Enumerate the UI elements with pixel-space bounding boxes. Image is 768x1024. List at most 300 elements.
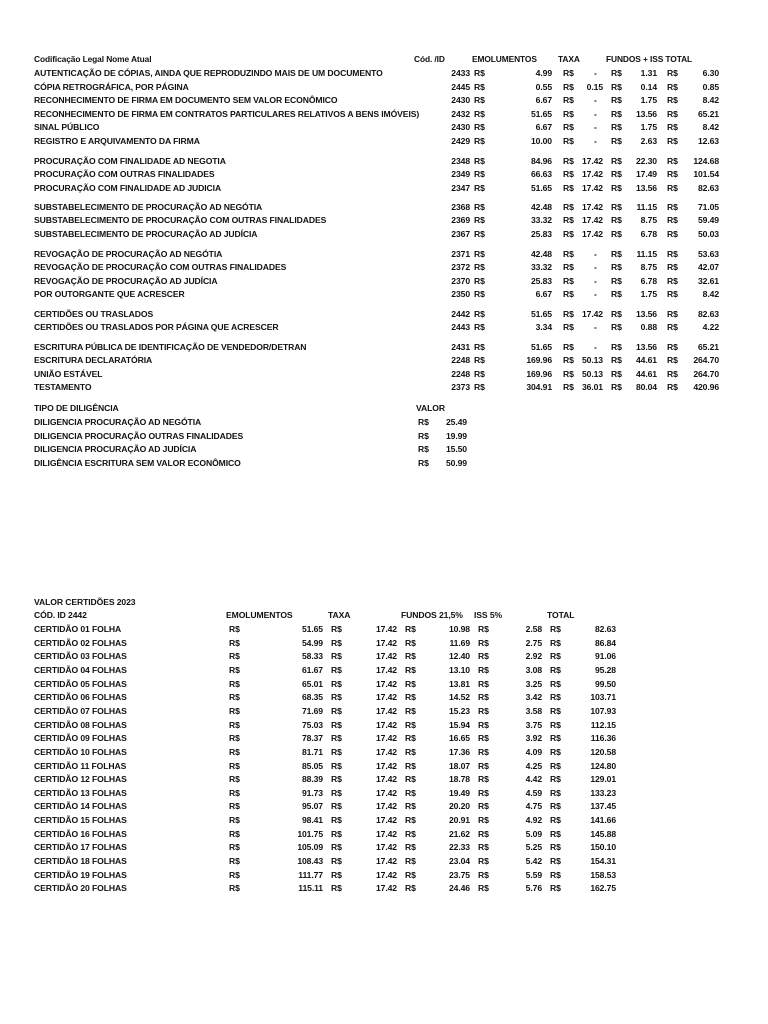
certidao-taxa: 17.42 [375,705,397,716]
row-currency: R$ [563,276,574,286]
row-currency: R$ [474,202,485,212]
certidao-name: CERTIDÃO 04 FOLHAS [34,664,127,675]
diligencia-header [0,402,768,414]
certidao-taxa: 17.42 [375,651,397,662]
row-currency: R$ [667,136,678,146]
certidao-currency: R$ [478,719,489,730]
row-taxa: - [594,122,597,132]
certidao-taxa: 17.42 [375,624,397,634]
certidao-emolumentos: 81.71 [301,746,323,757]
certidao-name: CERTIDÃO 16 FOLHAS [34,828,127,839]
row-name: REGISTRO E ARQUIVAMENTO DA FIRMA [34,136,200,146]
row-currency: R$ [474,262,485,272]
row-currency: R$ [611,202,622,212]
certidao-currency: R$ [331,651,342,662]
row-fundos: 44.61 [635,369,657,379]
header-fundos-total: FUNDOS + ISS TOTAL [606,54,693,64]
row-currency: R$ [563,369,574,379]
certidao-currency: R$ [331,719,342,730]
certidoes-title-row [0,596,768,608]
certidao-iss: 3.42 [525,692,542,703]
row-total: 71.05 [697,202,719,212]
row-currency: R$ [611,355,622,365]
row-emolumentos: 51.65 [530,183,552,193]
row-currency: R$ [563,289,574,299]
row-currency: R$ [474,229,485,239]
row-emolumentos: 10.00 [530,136,552,146]
certidao-currency: R$ [405,787,416,798]
table-row [0,81,768,93]
certidao-iss: 4.92 [525,815,542,826]
certidao-name: CERTIDÃO 07 FOLHAS [34,705,127,716]
certidao-currency: R$ [229,815,240,826]
row-cod: 2368 [451,202,470,212]
row-currency: R$ [667,95,678,105]
row-emolumentos: 304.91 [526,382,552,392]
certidao-name: CERTIDÃO 20 FOLHAS [34,883,127,894]
row-taxa: - [594,249,597,259]
row-currency: R$ [563,249,574,259]
row-currency: R$ [667,382,678,392]
certidao-currency: R$ [331,815,342,826]
certidao-fundos: 24.46 [448,883,470,894]
certidao-currency: R$ [229,637,240,648]
row-total: 12.63 [697,136,719,146]
certidao-emolumentos: 54.99 [301,637,323,648]
certidao-currency: R$ [405,733,416,744]
certidao-taxa: 17.42 [375,787,397,798]
row-currency: R$ [563,95,574,105]
table-row [0,288,768,300]
row-currency: R$ [563,355,574,365]
row-fundos: 1.31 [640,68,657,78]
row-currency: R$ [563,183,574,193]
diligencia-name: DILIGÊNCIA ESCRITURA SEM VALOR ECONÔMICO [34,458,241,468]
certidao-total: 103.71 [590,692,616,703]
certidao-currency: R$ [478,842,489,853]
certidao-fundos: 18.78 [448,774,470,785]
certidao-total: 158.53 [590,869,616,880]
certidao-currency: R$ [229,664,240,675]
row-emolumentos: 169.96 [526,355,552,365]
row-cod: 2350 [451,289,470,299]
certidao-currency: R$ [229,678,240,689]
certidao-currency: R$ [229,719,240,730]
certidao-currency: R$ [550,774,561,785]
certidao-fundos: 18.07 [448,760,470,771]
certidao-currency: R$ [229,760,240,771]
row-currency: R$ [474,309,485,319]
row-cod: 2347 [451,183,470,193]
row-currency: R$ [563,262,574,272]
row-total: 8.42 [702,95,719,105]
certidao-total: 129.01 [590,774,616,785]
row-cod: 2248 [451,369,470,379]
certidao-total: 86.84 [594,637,616,648]
row-name: UNIÃO ESTÁVEL [34,369,103,379]
certidao-currency: R$ [550,883,561,894]
certidao-currency: R$ [405,828,416,839]
row-currency: R$ [563,82,574,92]
certidao-currency: R$ [478,774,489,785]
row-currency: R$ [563,202,574,212]
row-fundos: 13.56 [635,342,657,352]
certidao-currency: R$ [229,733,240,744]
row-total: 50.03 [697,229,719,239]
row-currency: R$ [611,95,622,105]
certidao-taxa: 17.42 [375,883,397,894]
certidao-taxa: 17.42 [375,774,397,785]
table-row [0,67,768,79]
certidao-currency: R$ [331,856,342,867]
certidao-currency: R$ [550,760,561,771]
row-currency: R$ [667,249,678,259]
certidao-emolumentos: 91.73 [301,787,323,798]
table-row [0,341,768,353]
row-currency: R$ [611,289,622,299]
table1-header [0,53,768,65]
row-emolumentos: 25.83 [530,229,552,239]
certidao-taxa: 17.42 [375,801,397,812]
row-currency: R$ [667,82,678,92]
certidao-currency: R$ [405,678,416,689]
row-currency: R$ [474,342,485,352]
certidao-currency: R$ [331,692,342,703]
certidao-name: CERTIDÃO 17 FOLHAS [34,842,127,853]
certidao-currency: R$ [478,651,489,662]
table-row [0,787,768,799]
certidao-currency: R$ [405,815,416,826]
row-currency: R$ [611,342,622,352]
certidao-iss: 4.75 [525,801,542,812]
row-currency: R$ [667,262,678,272]
certidao-currency: R$ [478,869,489,880]
certidao-total: 120.58 [590,746,616,757]
row-currency: R$ [611,369,622,379]
certidao-emolumentos: 51.65 [301,624,323,634]
row-total: 8.42 [702,289,719,299]
row-currency: R$ [563,382,574,392]
certidao-currency: R$ [478,624,489,634]
certidao-currency: R$ [229,842,240,853]
row-fundos: 22.30 [635,156,657,166]
table-row [0,108,768,120]
certidao-currency: R$ [550,787,561,798]
table-row [0,882,768,894]
certidao-currency: R$ [331,842,342,853]
table-row [0,214,768,226]
row-cod: 2432 [451,109,470,119]
diligencia-currency: R$ [418,444,429,454]
certidao-currency: R$ [550,869,561,880]
diligencia-valor: 25.49 [445,417,467,427]
row-name: PROCURAÇÃO COM FINALIDADE AD NEGOTIA [34,156,226,166]
certidao-fundos: 21.62 [448,828,470,839]
certidao-currency: R$ [550,746,561,757]
certidao-emolumentos: 105.09 [297,842,323,853]
row-currency: R$ [667,183,678,193]
row-currency: R$ [611,249,622,259]
certidao-name: CERTIDÃO 09 FOLHAS [34,733,127,744]
table-row [0,732,768,744]
row-fundos: 11.15 [636,249,657,259]
certidao-total: 112.15 [590,719,616,730]
certidao-currency: R$ [478,760,489,771]
certidao-currency: R$ [229,869,240,880]
certidao-name: CERTIDÃO 11 FOLHAS [34,760,127,771]
row-cod: 2433 [451,68,470,78]
certidao-total: 154.31 [590,856,616,867]
certidao-taxa: 17.42 [375,664,397,675]
certidao-currency: R$ [478,801,489,812]
certidao-currency: R$ [331,883,342,894]
row-cod: 2431 [451,342,470,352]
row-total: 32.61 [697,276,719,286]
diligencia-currency: R$ [418,431,429,441]
header-emolumentos: EMOLUMENTOS [226,610,293,620]
row-currency: R$ [667,369,678,379]
table-row [0,691,768,703]
row-cod: 2367 [451,229,470,239]
certidao-emolumentos: 98.41 [301,815,323,826]
row-taxa: 50.13 [581,369,603,379]
row-currency: R$ [667,68,678,78]
certidao-total: 133.23 [590,787,616,798]
certidao-currency: R$ [331,637,342,648]
row-taxa: 50.13 [581,355,603,365]
certidao-taxa: 17.42 [375,719,397,730]
certidao-currency: R$ [550,624,561,634]
certidao-name: CERTIDÃO 15 FOLHAS [34,815,127,826]
certidao-total: 82.63 [594,624,616,634]
row-emolumentos: 84.96 [530,156,552,166]
certidao-iss: 3.58 [525,705,542,716]
row-currency: R$ [474,122,485,132]
row-total: 65.21 [697,342,719,352]
certidao-total: 99.50 [594,678,616,689]
certidao-currency: R$ [405,869,416,880]
certidao-fundos: 23.04 [448,856,470,867]
row-taxa: 17.42 [581,309,603,319]
certidao-total: 124.80 [590,760,616,771]
row-currency: R$ [474,156,485,166]
row-cod: 2371 [451,249,470,259]
certidao-name: CERTIDÃO 13 FOLHAS [34,787,127,798]
certidao-taxa: 17.42 [375,856,397,867]
row-fundos: 80.04 [635,382,657,392]
certidao-taxa: 17.42 [375,746,397,757]
certidao-fundos: 19.49 [448,787,470,798]
certidao-currency: R$ [405,719,416,730]
certidao-iss: 2.58 [525,624,542,634]
certidao-currency: R$ [550,719,561,730]
row-fundos: 1.75 [640,289,657,299]
row-cod: 2348 [451,156,470,166]
table-row [0,773,768,785]
row-fundos: 13.56 [635,309,657,319]
certidao-total: 91.06 [594,651,616,662]
table-row [0,855,768,867]
certidao-currency: R$ [550,733,561,744]
row-currency: R$ [474,322,485,332]
row-emolumentos: 33.32 [530,215,552,225]
certidao-taxa: 17.42 [375,678,397,689]
certidao-iss: 3.75 [525,719,542,730]
row-currency: R$ [563,229,574,239]
certidao-currency: R$ [331,624,342,634]
list-item [0,430,768,442]
row-currency: R$ [667,229,678,239]
table-row [0,168,768,180]
certidao-currency: R$ [550,815,561,826]
certidao-name: CERTIDÃO 06 FOLHAS [34,692,127,703]
row-name: SUBSTABELECIMENTO DE PROCURAÇÃO AD NEGÓTIA [34,202,263,212]
certidao-taxa: 17.42 [375,637,397,648]
certidao-emolumentos: 58.33 [301,651,323,662]
row-taxa: - [594,342,597,352]
certidao-fundos: 14.52 [448,692,470,703]
row-total: 59.49 [697,215,719,225]
list-item [0,457,768,469]
certidao-currency: R$ [331,774,342,785]
row-emolumentos: 51.65 [530,109,552,119]
certidao-taxa: 17.42 [375,692,397,703]
row-cod: 2430 [451,122,470,132]
row-name: RECONHECIMENTO DE FIRMA EM DOCUMENTO SEM VALOR ECONÔMICO [34,95,338,105]
row-total: 420.96 [693,382,719,392]
row-taxa: - [594,289,597,299]
certidao-currency: R$ [331,733,342,744]
row-emolumentos: 0.55 [535,82,552,92]
certidao-fundos: 13.81 [448,678,470,689]
certidao-name: CERTIDÃO 18 FOLHAS [34,856,127,867]
row-name: ESCRITURA PÚBLICA DE IDENTIFICAÇÃO DE VENDEDOR/DETRAN [34,342,307,352]
certidao-currency: R$ [478,664,489,675]
row-currency: R$ [667,122,678,132]
row-fundos: 13.56 [635,109,657,119]
certidao-currency: R$ [478,678,489,689]
header-total: TOTAL [547,610,575,620]
certidao-currency: R$ [331,760,342,771]
table-row [0,94,768,106]
row-currency: R$ [611,229,622,239]
table-row [0,746,768,758]
certidao-currency: R$ [405,692,416,703]
row-currency: R$ [611,322,622,332]
row-currency: R$ [611,382,622,392]
row-currency: R$ [611,262,622,272]
certidao-currency: R$ [405,842,416,853]
certidao-currency: R$ [405,746,416,757]
row-currency: R$ [611,183,622,193]
row-emolumentos: 51.65 [530,309,552,319]
table-row [0,828,768,840]
table-row [0,760,768,772]
row-total: 53.63 [697,249,719,259]
certidao-fundos: 16.65 [448,733,470,744]
certidao-currency: R$ [550,664,561,675]
certidao-currency: R$ [331,664,342,675]
row-currency: R$ [474,369,485,379]
certidao-currency: R$ [550,692,561,703]
certidao-taxa: 17.42 [375,815,397,826]
row-emolumentos: 42.48 [530,249,552,259]
row-currency: R$ [611,276,622,286]
row-fundos: 6.78 [640,276,657,286]
row-currency: R$ [563,68,574,78]
row-taxa: 36.01 [581,382,603,392]
certidao-currency: R$ [405,883,416,894]
row-taxa: - [594,322,597,332]
row-name: REVOGAÇÃO DE PROCURAÇÃO COM OUTRAS FINALIDADES [34,262,287,272]
row-currency: R$ [667,169,678,179]
row-total: 6.30 [702,68,719,78]
certidao-currency: R$ [229,624,240,634]
certidao-currency: R$ [229,787,240,798]
certidao-iss: 3.08 [525,664,542,675]
row-name: PROCURAÇÃO COM OUTRAS FINALIDADES [34,169,215,179]
row-cod: 2370 [451,276,470,286]
certidao-currency: R$ [550,705,561,716]
certidao-name: CERTIDÃO 01 FOLHA [34,624,122,634]
certidao-name: CERTIDÃO 19 FOLHAS [34,869,127,880]
row-currency: R$ [611,109,622,119]
row-currency: R$ [611,82,622,92]
row-taxa: - [594,136,597,146]
row-fundos: 8.75 [640,215,657,225]
certidao-fundos: 23.75 [448,869,470,880]
diligencia-valor: 19.99 [445,431,467,441]
certidao-name: CERTIDÃO 10 FOLHAS [34,746,127,757]
row-name: TESTAMENTO [34,382,92,392]
row-total: 101.54 [693,169,719,179]
diligencia-name: DILIGENCIA PROCURAÇÃO OUTRAS FINALIDADES [34,431,244,441]
certidao-currency: R$ [229,746,240,757]
certidao-emolumentos: 88.39 [301,774,323,785]
row-currency: R$ [474,183,485,193]
row-currency: R$ [563,109,574,119]
row-total: 42.07 [697,262,719,272]
row-currency: R$ [667,355,678,365]
row-currency: R$ [667,322,678,332]
header-cod: Cód. /ID [414,54,445,64]
row-fundos: 2.63 [640,136,657,146]
table-row [0,705,768,717]
table-row [0,321,768,333]
certidao-currency: R$ [405,664,416,675]
row-cod: 2442 [451,309,470,319]
certidao-fundos: 10.98 [448,624,470,634]
row-fundos: 1.75 [640,95,657,105]
row-name: SINAL PÚBLICO [34,122,100,132]
table-row [0,228,768,240]
row-name: SUBSTABELECIMENTO DE PROCURAÇÃO AD JUDÍCIA [34,229,258,239]
row-currency: R$ [563,309,574,319]
certidao-currency: R$ [229,801,240,812]
row-currency: R$ [667,202,678,212]
row-name: REVOGAÇÃO DE PROCURAÇÃO AD NEGÓTIA [34,249,223,259]
row-fundos: 17.49 [635,169,657,179]
row-currency: R$ [667,215,678,225]
certidao-fundos: 13.10 [448,664,470,675]
row-total: 4.22 [702,322,719,332]
row-currency: R$ [667,289,678,299]
table-row [0,678,768,690]
certidao-currency: R$ [405,774,416,785]
row-currency: R$ [563,215,574,225]
certidao-currency: R$ [550,842,561,853]
row-emolumentos: 3.34 [535,322,552,332]
